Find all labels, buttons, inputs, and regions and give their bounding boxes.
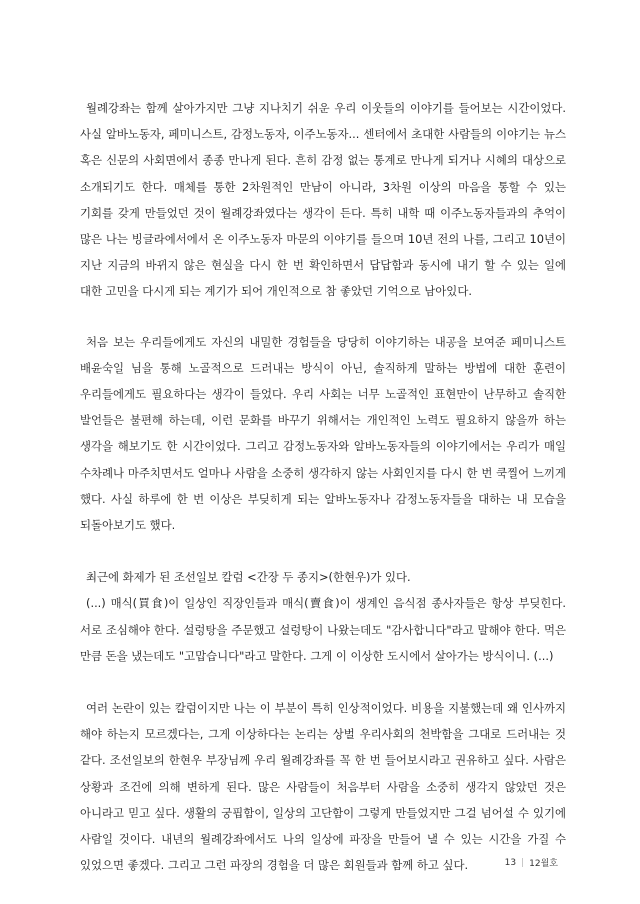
quote-body: (...) 매식(買食)이 일상인 직장인들과 매식(賣食)이 생계인 음식점 종사자들은 항상 부딪힌다. 서로 조심해야 한다. 설렁탕을 주문했고 설렁탕이 나왔는데도 "감사합니다"라고 말해야 한다. 먹은 만큼 돈을 냈는데도 "고맙습니다"라고 말한다. 그게 이 이상한 도시에서 살아가는 방식이니. (...) (80, 596, 566, 663)
closing-paragraph: 여러 논란이 있는 칼럼이지만 나는 이 부분이 특히 인상적이었다. 비용을 지불했는데 왜 인사까지 해야 하는지 모르겠다는, 그게 이상하다는 논리는 상벌 우리사회의 천박함을 그대로 드러내는 것 같다. 조선일보의 한현우 부장님께 우리 월례강좌를 꼭 한 번 들어보시라고 권유하고 싶다. 사람은 상황과 조건에 의해 변하게 된다. 많은 사람들이 처음부터 사람을 소중히 생각지 않았던 것은 아니라고 믿고 싶다. 생활의 궁핍함이, 일상의 고단함이 그렇게 만들었지만 그걸 넘어설 수 있기에 사람일 것이다. 내년의 월례강좌에서도 나의 일상에 파장을 만들어 낼 수 있는 시간을 가질 수 있었으면 좋겠다. 그리고 그런 파장의 경험을 더 많은 회원들과 함께 하고 싶다. (80, 701, 566, 873)
quote-lead: 최근에 화제가 된 조선일보 칼럼 <간장 두 종지>(한현우)가 있다. (86, 570, 411, 585)
article-body (80, 95, 566, 902)
page-number: 13 (504, 857, 517, 868)
quoted-column (80, 564, 566, 669)
paragraph-2: 처음 보는 우리들에게도 자신의 내밀한 경험들을 당당히 이야기하는 내공을 보여준 페미니스트 배윤숙일 님을 통해 노골적으로 드러내는 방식이 아닌, 솔직하게 말하는 방법에 대한 훈련이 우리들에게도 필요하다는 생각이 들었다. 우리 사회는 너무 노골적인 표현만이 난무하고 솔직한 발언들은 불편해 하는데, 이런 문화를 바꾸기 위해서는 개인적인 노력도 필요하지 않을까 하는 생각을 해보기도 한 시간이었다. 그리고 감정노동자와 알바노동자들의 이야기에서는 우리가 매일 수차례나 마주치면서도 얼마나 사람을 소중히 생각하지 않는 사회인지를 다시 한 번 쿡찔어 느끼게 했다. 사실 하루에 한 번 이상은 부딪히게 되는 알바노동자나 감정노동자들을 대하는 내 모습을 되돌아보기도 했다. (80, 334, 566, 533)
issue-label: 12월호 (529, 859, 558, 869)
footer-separator: | (521, 857, 525, 868)
paragraph-1: 월례강좌는 함께 살아가지만 그냥 지나치기 쉬운 우리 이웃들의 이야기를 들어보는 시간이었다. 사실 알바노동자, 페미니스트, 감정노동자, 이주노동자... 센터에서 초대한 사람들의 이야기는 뉴스 혹은 신문의 사회면에서 종종 만나게 된다. 흔히 감정 없는 통계로 만나게 되거나 시혜의 대상으로 소개되기도 한다. 매체를 통한 2차원적인 만남이 아니라, 3차원 이상의 마음을 통할 수 있는 기회를 갖게 만들었던 것이 월례강좌였다는 생각이 든다. 특히 내학 때 이주노동자들과의 추억이 많은 나는 빙글라에서에서 온 이주노동자 마문의 이야기를 들으며 10년 전의 나를, 그리고 10년이 지난 지금의 바뀌지 않은 현실을 다시 한 번 확인하면서 답답함과 동시에 내기 할 수 있는 일에 대한 고민을 다시게 되는 계기가 되어 개인적으로 참 좋았던 기억으로 남아있다. (80, 101, 566, 299)
page-footer (505, 856, 558, 869)
